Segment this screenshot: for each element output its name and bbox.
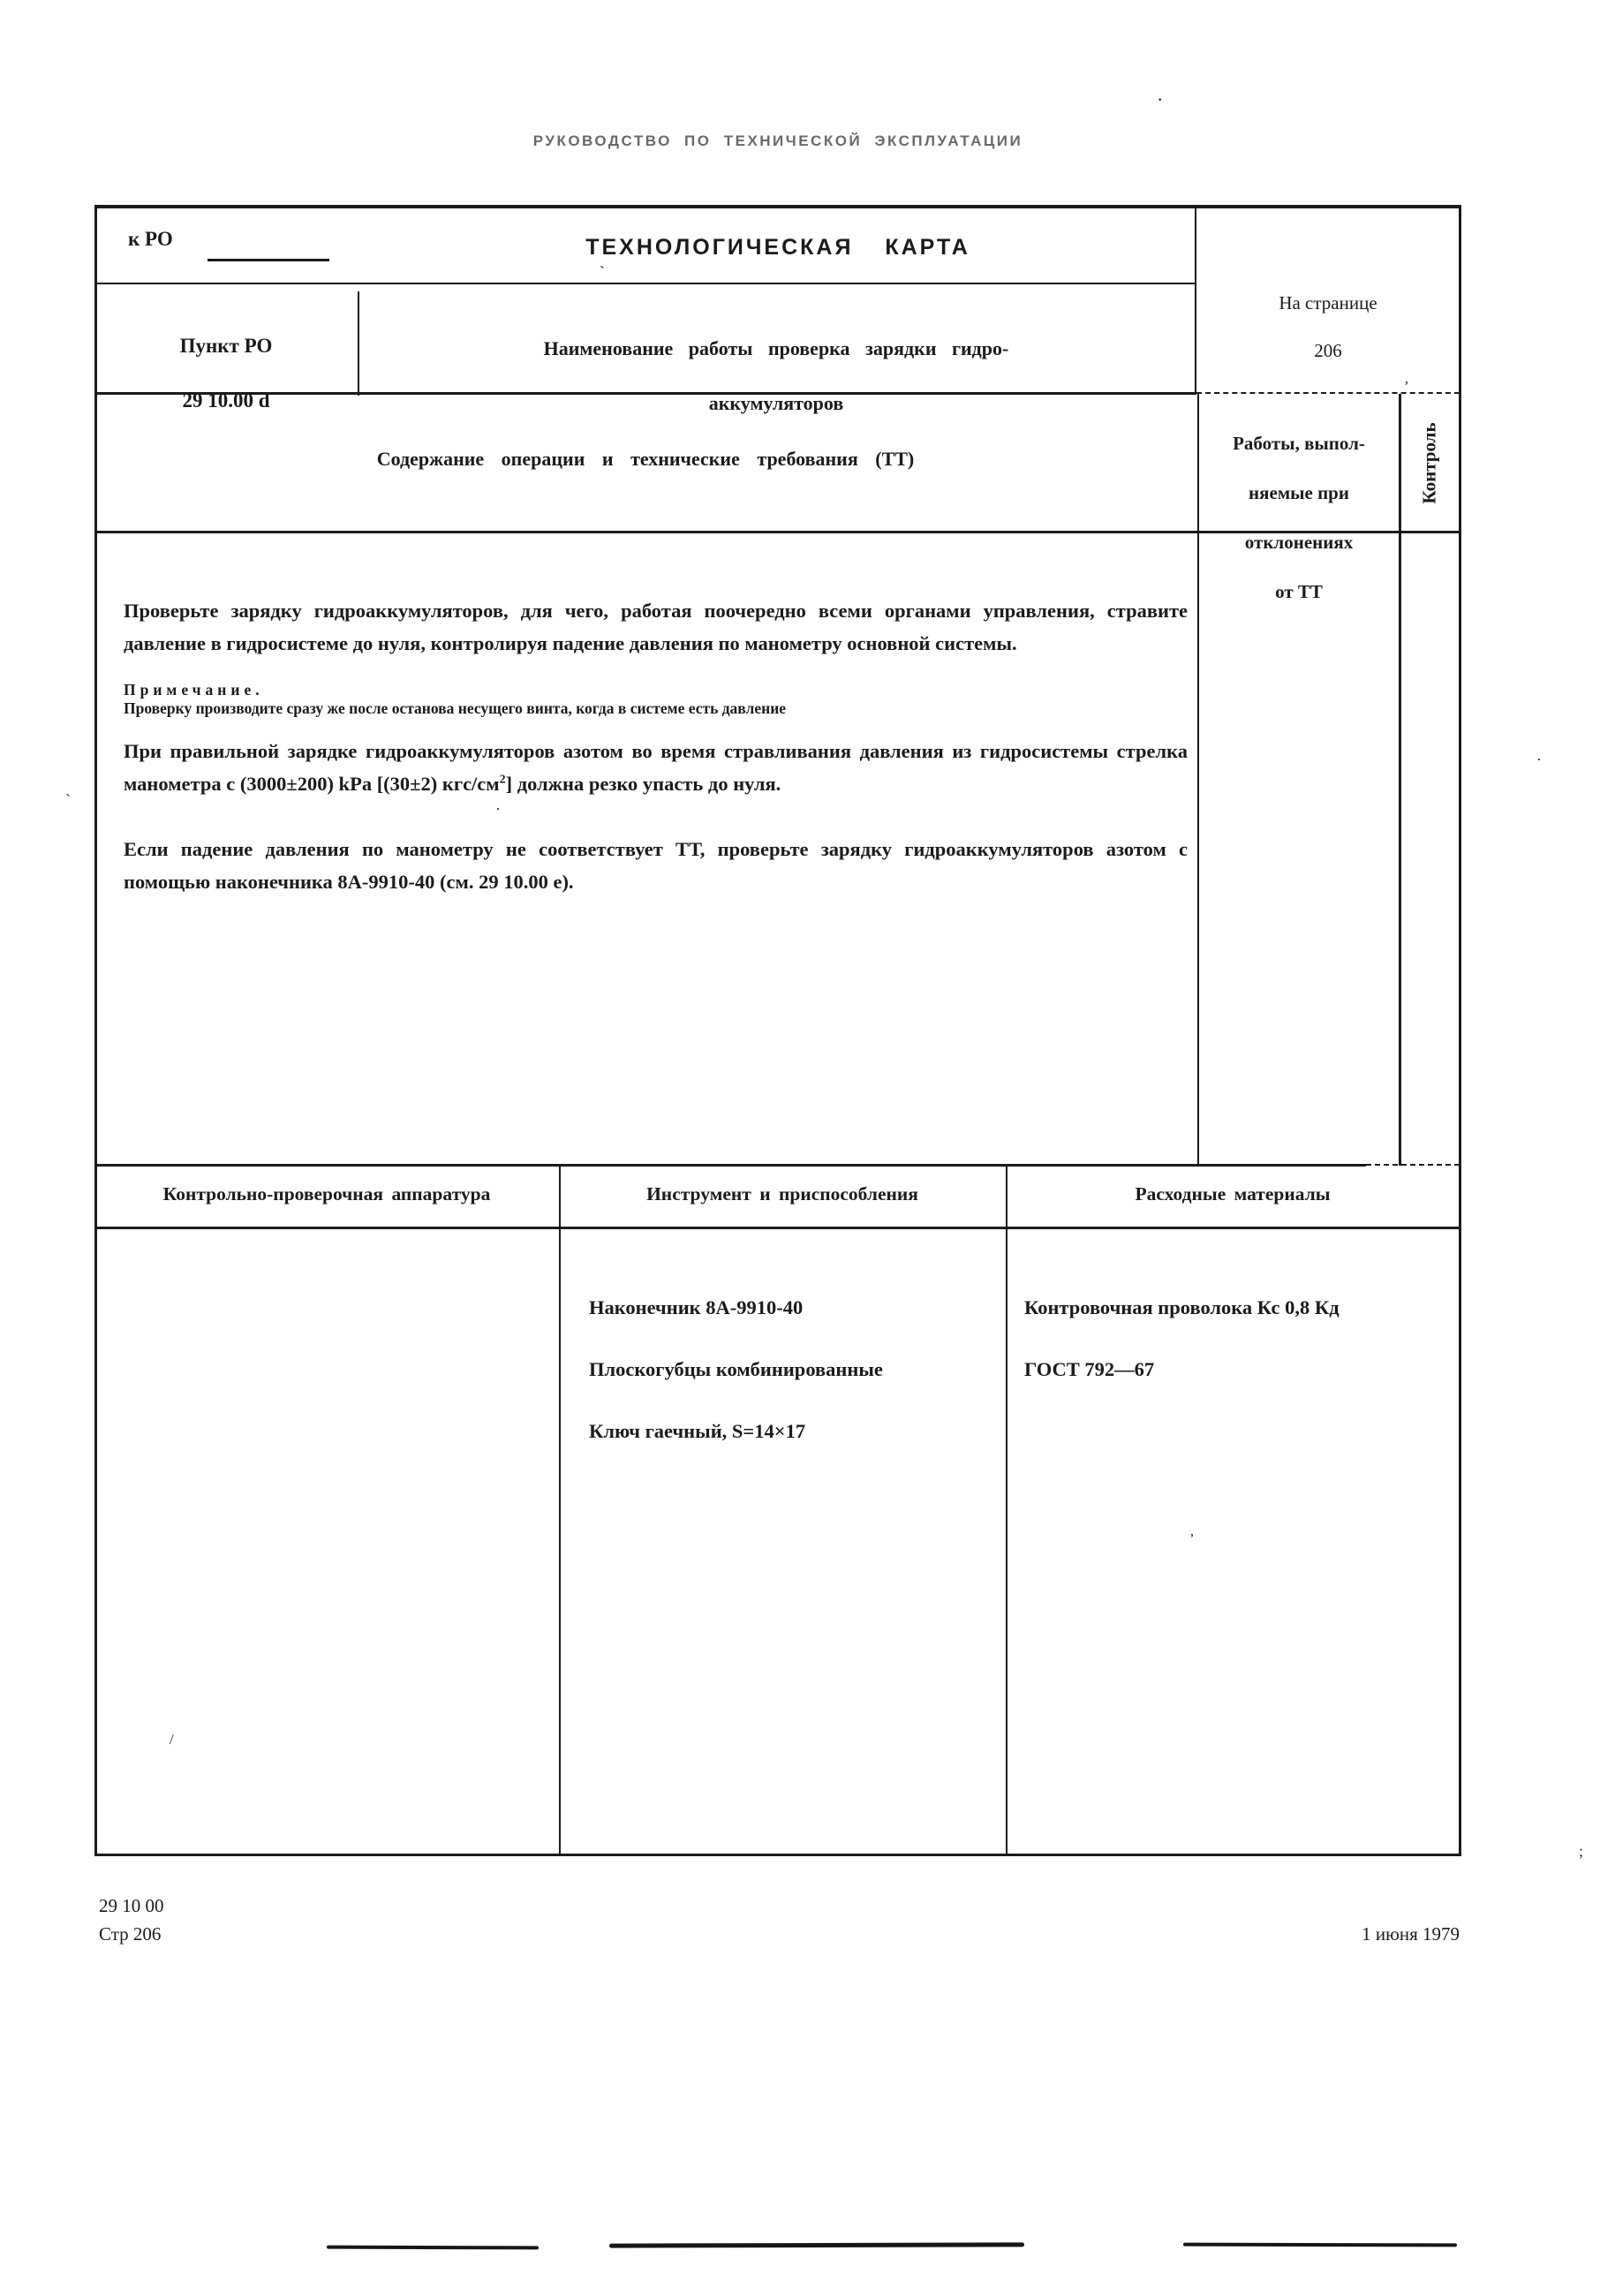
- row-divider-sections: [94, 1164, 1366, 1167]
- item-ref-line1: Пункт РО: [179, 335, 273, 357]
- note-label: Примечание.: [124, 681, 264, 699]
- footer-doc-number: 29 10 00: [99, 1895, 164, 1916]
- control-column-header-cell: [1399, 394, 1460, 532]
- tools-list-item: Наконечник 8А-9910-40: [589, 1296, 804, 1318]
- footer-date: 1 июня 1979: [1362, 1923, 1460, 1945]
- para2-tail: ] должна резко упасть до нуля.: [505, 773, 781, 795]
- section-header-inspection-equipment: Контрольно-проверочная аппаратура: [162, 1183, 491, 1205]
- procedure-paragraph-2-3: [124, 702, 1188, 931]
- tools-list-item: Ключ гаечный, S=14×17: [589, 1420, 806, 1442]
- deviation-column-header: [1199, 406, 1399, 629]
- table-border-top: [94, 205, 1461, 208]
- col-divider-bottom-1: [559, 1166, 561, 1854]
- scan-artifact: ·: [495, 800, 501, 818]
- content-column-header: Содержание операции и технические требования (ТТ): [376, 448, 915, 470]
- scan-artifact: ’: [1189, 1530, 1195, 1547]
- paragraph-text: Проверьте зарядку гидроаккумуляторов, для чего, работая поочередно всеми органами управления, стравите давление в гидросистеме до нуля, контролируя падение давления по манометру основной системы.: [124, 600, 1188, 654]
- on-page-block: [1196, 268, 1460, 387]
- running-header: РУКОВОДСТВО ПО ТЕХНИЧЕСКОЙ ЭКСПЛУАТАЦИИ: [532, 132, 1023, 149]
- scan-artifact: ˋ: [600, 263, 605, 281]
- col-divider-bottom-2: [1006, 1166, 1007, 1854]
- scan-artifact: ·: [1157, 88, 1164, 110]
- footer-page-label: Стр 206: [99, 1923, 162, 1945]
- para2-main: При правильной зарядке гидроаккумуляторов азотом во время стравливания давления из гидросистемы стрелка манометра с (3000±200) kPa [(30±2) кгс/см: [124, 740, 1188, 795]
- item-ref: [94, 305, 358, 442]
- row-divider-sections-dashed: [1366, 1164, 1460, 1166]
- bottom-rule-segment: [609, 2242, 1024, 2247]
- work-name: [358, 307, 1195, 444]
- para2-superscript: 2: [499, 773, 506, 787]
- note-text: Проверку производите сразу же после останова несущего винта, когда в системе есть давление: [124, 699, 787, 717]
- deviation-header-line: няемые при: [1249, 482, 1349, 503]
- scan-artifact: ˋ: [65, 791, 71, 809]
- tools-list: [589, 1261, 883, 1477]
- paragraph-text: Если падение давления по манометру не соответствует ТТ, проверьте зарядку гидроаккумуляторов азотом с помощью наконечника 8А-9910-40 (см. 29 10.00 е).: [124, 838, 1188, 893]
- bottom-rule-segment: [327, 2246, 539, 2250]
- row-divider-title: [94, 283, 1196, 284]
- item-ref-line2: 29 10.00 d: [182, 389, 270, 412]
- control-column-header: Контроль: [1418, 421, 1440, 504]
- section-header-materials: Расходные материалы: [1135, 1183, 1331, 1205]
- on-page-label: На странице: [1279, 292, 1377, 313]
- scan-artifact: ·: [1536, 751, 1542, 768]
- scan-artifact: ;: [1579, 1842, 1584, 1860]
- scan-artifact: ’: [1404, 378, 1409, 395]
- paragraph-text: [124, 735, 1188, 800]
- to-ro-label: к РО: [128, 228, 173, 250]
- materials-list-item: ГОСТ 792—67: [1024, 1358, 1155, 1380]
- card-title: ТЕХНОЛОГИЧЕСКАЯ КАРТА: [585, 235, 970, 260]
- on-page-number: 206: [1314, 340, 1342, 361]
- bottom-rule-segment: [1183, 2243, 1457, 2247]
- tools-list-item: Плоскогубцы комбинированные: [589, 1358, 883, 1380]
- work-name-line2: аккумуляторов: [708, 392, 844, 414]
- scan-artifact: /: [170, 1731, 174, 1748]
- work-name-line1: Наименование работы проверка зарядки гидро-: [543, 337, 1009, 359]
- deviation-header-line: Работы, выпол-: [1233, 433, 1365, 454]
- row-divider-under-section-headers: [94, 1227, 1461, 1229]
- deviation-header-line: от ТТ: [1275, 581, 1323, 602]
- deviation-header-line: отклонениях: [1244, 532, 1354, 553]
- table-border-bottom: [94, 1854, 1461, 1856]
- section-header-tools: Инструмент и приспособления: [646, 1183, 918, 1205]
- materials-list: [1024, 1261, 1340, 1416]
- materials-list-item: Контровочная проволока Кс 0,8 Кд: [1024, 1296, 1340, 1318]
